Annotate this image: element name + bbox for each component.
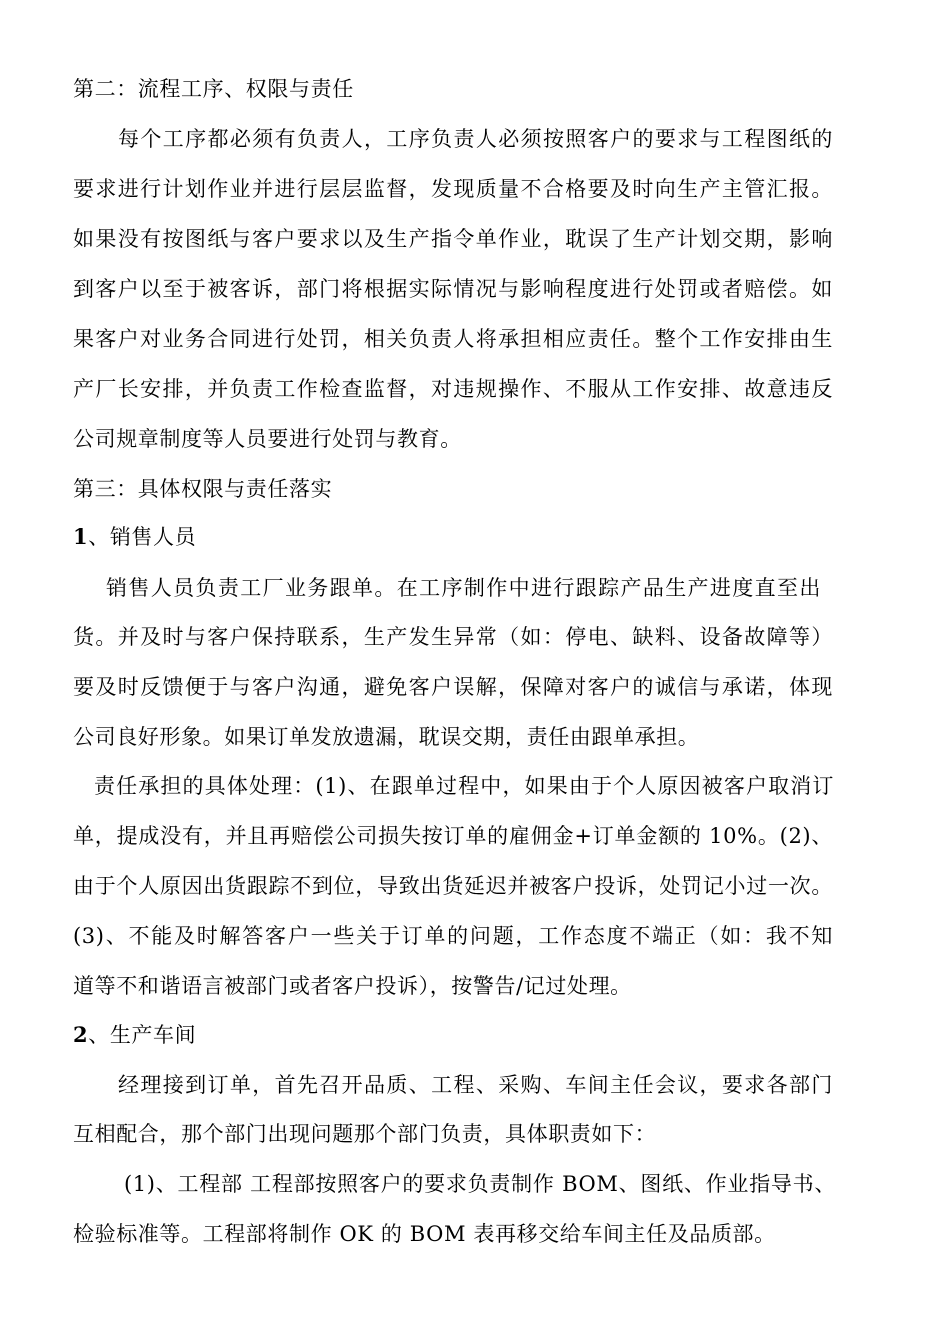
item2-title: 、生产车间 [88,1023,197,1047]
paragraph-line: 每个工序都必须有负责人，工序负责人必须按照客户的要求与工程图纸的 [118,127,833,151]
paragraph-line: 公司良好形象。如果订单发放遗漏，耽误交期，责任由跟单承担。 [73,725,700,749]
paragraph-line: 货。并及时与客户保持联系，生产发生异常（如：停电、缺料、设备故障等） [73,625,833,649]
paragraph-line: 单，提成没有，并且再赔偿公司损失按订单的雇佣金+订单金额的 10%。(2)、 [73,824,833,848]
item1-number: 1 [73,524,89,549]
paragraph-line: 道等不和谐语言被部门或者客户投诉），按警告/记过处理。 [73,974,632,998]
paragraph-line: 要求进行计划作业并进行层层监督，发现质量不合格要及时向生产主管汇报。 [73,177,833,201]
item1-title: 、销售人员 [88,525,197,549]
paragraph-line: 销售人员负责工厂业务跟单。在工序制作中进行跟踪产品生产进度直至出 [106,576,821,600]
paragraph-line: 果客户对业务合同进行处罚，相关负责人将承担相应责任。整个工作安排由生 [73,327,833,351]
paragraph-line: 经理接到订单，首先召开品质、工程、采购、车间主任会议，要求各部门 [118,1073,833,1097]
section2-heading: 第二：流程工序、权限与责任 [73,77,354,101]
paragraph-line: 互相配合，那个部门出现问题那个部门负责，具体职责如下： [73,1122,657,1146]
paragraph-line: 责任承担的具体处理：(1)、在跟单过程中，如果由于个人原因被客户取消订 [94,774,834,798]
paragraph-line: (3)、不能及时解答客户一些关于订单的问题，工作态度不端正（如：我不知 [73,924,833,948]
paragraph-line: 由于个人原因出货跟踪不到位，导致出货延迟并被客户投诉，处罚记小过一次。 [73,874,833,898]
paragraph-line: 到客户以至于被客诉，部门将根据实际情况与影响程度进行处罚或者赔偿。如 [73,277,833,301]
paragraph-line: (1)、工程部 工程部按照客户的要求负责制作 BOM、图纸、作业指导书、 [124,1172,836,1196]
item2-number: 2 [73,1022,89,1047]
paragraph-line: 如果没有按图纸与客户要求以及生产指令单作业，耽误了生产计划交期，影响 [73,227,833,251]
paragraph-line: 检验标准等。工程部将制作 OK 的 BOM 表再移交给车间主任及品质部。 [73,1222,776,1246]
paragraph-line: 公司规章制度等人员要进行处罚与教育。 [73,427,462,451]
section3-heading: 第三：具体权限与责任落实 [73,477,333,501]
paragraph-line: 要及时反馈便于与客户沟通，避免客户误解，保障对客户的诚信与承诺，体现 [73,675,833,699]
item2-heading [73,1020,196,1050]
paragraph-line: 产厂长安排，并负责工作检查监督，对违规操作、不服从工作安排、故意违反 [73,377,833,401]
item1-heading [73,522,196,552]
